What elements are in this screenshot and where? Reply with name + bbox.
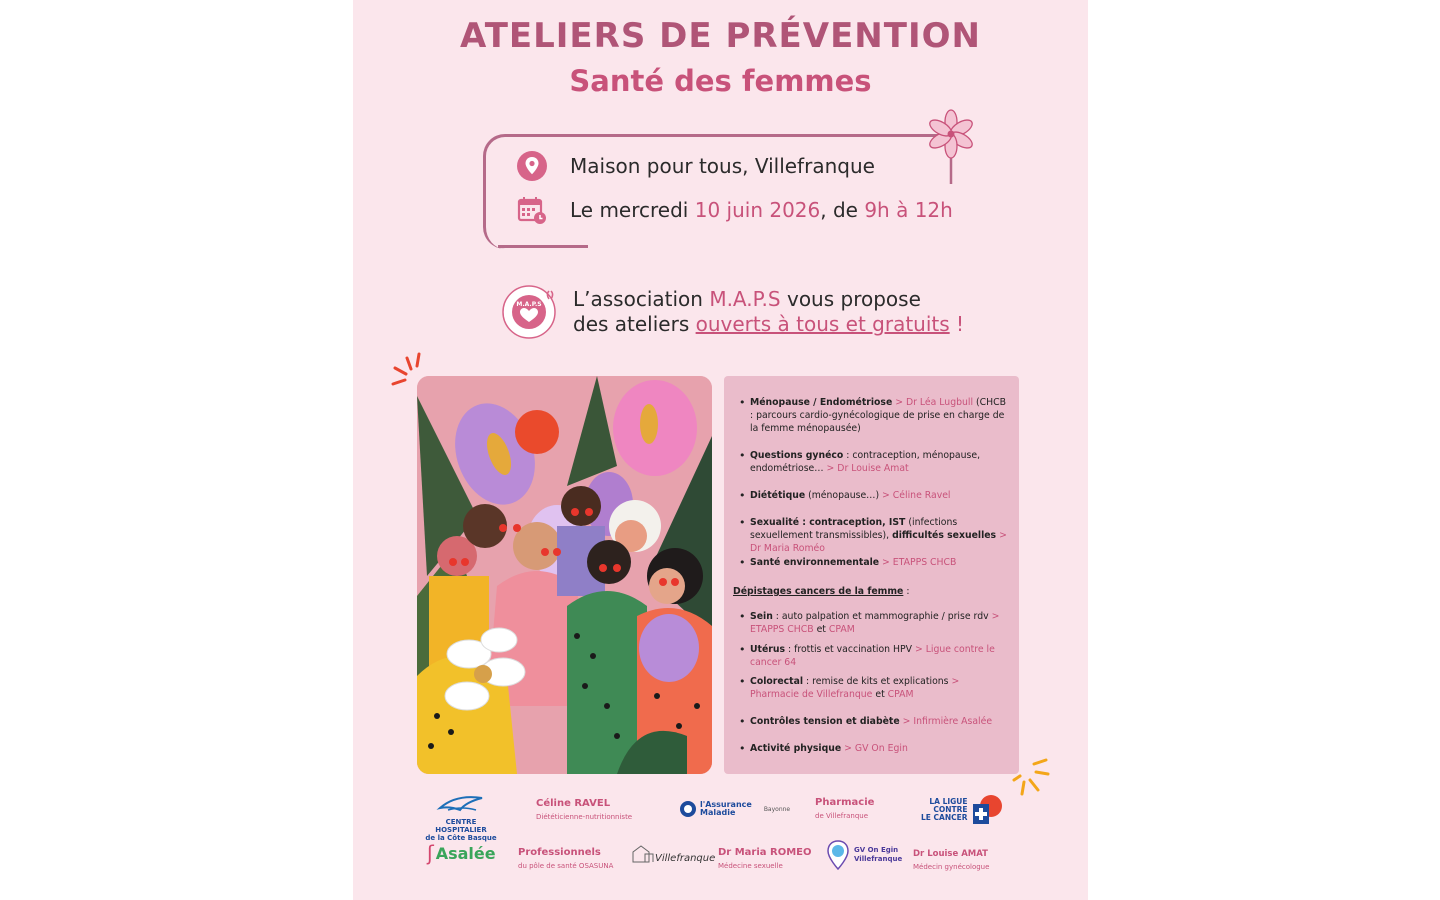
women-illustration xyxy=(417,376,712,774)
page-title: ATELIERS DE PRÉVENTION xyxy=(460,16,981,56)
screening-speaker: ETAPPS CHCB xyxy=(750,624,814,635)
workshop-topic: Ménopause / Endométriose xyxy=(750,397,893,408)
screening-detail: : auto palpation et mammographie / prise rdv xyxy=(772,611,992,622)
ravel-name: Céline RAVEL xyxy=(536,798,611,809)
date-row xyxy=(516,194,953,226)
logo-chcb xyxy=(421,792,501,842)
workshop-speaker: Dr Léa Lugbull xyxy=(905,397,974,408)
arrow-text: > xyxy=(879,557,893,568)
amat-role: Médecin gynécologue xyxy=(913,863,990,871)
chcb-line2: de la Côte Basque xyxy=(425,834,497,842)
screening-item xyxy=(750,610,1008,636)
location-row xyxy=(516,150,875,182)
assoc-highlight: ouverts à tous et gratuits xyxy=(695,312,950,336)
workshop-speaker: Dr Maria Roméo xyxy=(750,543,825,554)
logo-asalee xyxy=(427,841,496,865)
arrow-text: > xyxy=(996,530,1007,541)
screening-suffix: : xyxy=(903,586,910,597)
villefranque-text: Villefranque xyxy=(655,853,716,864)
workshop-topic: Santé environnementale xyxy=(750,557,880,568)
workshop-speaker: ETAPPS CHCB xyxy=(892,557,957,568)
info-frame-line xyxy=(498,245,588,248)
arrow-text: > xyxy=(899,716,914,727)
cpam-line1: l'Assurance xyxy=(700,800,752,809)
association-intro xyxy=(501,284,964,340)
screening-speaker: Pharmacie de Villefranque xyxy=(750,689,873,700)
arrow-text: > xyxy=(879,490,893,501)
date-mid: , de xyxy=(820,198,865,222)
extra-item xyxy=(750,715,1008,728)
workshop-item xyxy=(750,489,1008,502)
pro-line2: du pôle de santé OSASUNA xyxy=(518,862,614,870)
arrow-text: > xyxy=(914,644,926,655)
logo-amat xyxy=(913,849,989,873)
arrow-text: > xyxy=(991,611,1000,622)
gv-line2: Villefranque xyxy=(854,855,903,863)
workshops-panel xyxy=(724,376,1019,774)
screening-detail: : remise de kits et explications xyxy=(803,676,952,687)
cpam-city: Bayonne xyxy=(763,805,791,813)
workshop-topic: Questions gynéco xyxy=(750,450,844,461)
logo-gv xyxy=(827,840,902,870)
assoc-line2-prefix: des ateliers xyxy=(573,312,696,336)
calendar-icon xyxy=(516,194,548,226)
assoc-line1-suffix: vous propose xyxy=(780,287,921,311)
cpam-line2: Maladie xyxy=(700,808,736,817)
and-text: et xyxy=(872,689,888,700)
screening-item xyxy=(750,675,1008,701)
screening-speaker: Ligue contre le cancer 64 xyxy=(750,644,995,668)
arrow-text: > xyxy=(892,397,906,408)
screening-topic: Sein xyxy=(750,611,773,622)
ligue-line1: LA LIGUE xyxy=(929,797,968,806)
workshop-speaker: Dr Louise Amat xyxy=(837,463,909,474)
workshop-detail: (ménopause…) xyxy=(805,490,880,501)
workshop-item xyxy=(750,449,1008,475)
location-text: Maison pour tous, Villefranque xyxy=(570,154,875,178)
asalee-text: Asalée xyxy=(435,844,496,863)
amat-name: Dr Louise AMAT xyxy=(913,849,988,859)
village-icon xyxy=(631,844,655,864)
flower-icon xyxy=(913,106,977,186)
dove-icon xyxy=(436,792,486,814)
and-text: et xyxy=(813,624,829,635)
logo-ravel xyxy=(536,798,632,823)
gv-pin-icon xyxy=(827,840,849,870)
pharma-line2: de Villefranque xyxy=(815,812,869,820)
event-time: 9h à 12h xyxy=(864,198,953,222)
extra-topic: Contrôles tension et diabète xyxy=(750,716,900,727)
arrow-text: > xyxy=(951,676,960,687)
date-prefix: Le mercredi xyxy=(570,198,695,222)
event-date: 10 juin 2026 xyxy=(694,198,821,222)
assoc-line1-prefix: L’association xyxy=(573,287,710,311)
screening-title: Dépistages cancers de la femme xyxy=(733,586,904,597)
workshop-item xyxy=(750,556,1008,569)
workshop-topic-2: difficultés sexuelles xyxy=(892,530,997,541)
ravel-role: Diététicienne-nutritionniste xyxy=(536,813,633,821)
logo-cpam xyxy=(679,800,790,818)
workshop-detail: (infections sexuellement transmissibles), xyxy=(750,517,958,541)
workshop-detail: (CHCB : parcours cardio-gynécologique de prise en charge de la femme ménopausée) xyxy=(750,397,1006,434)
arrow-text: > xyxy=(823,463,838,474)
location-pin-icon xyxy=(516,150,548,182)
screening-topic: Utérus xyxy=(750,644,786,655)
page-subtitle: Santé des femmes xyxy=(569,64,872,98)
screening-topic: Colorectal xyxy=(750,676,804,687)
arrow-text: > xyxy=(841,743,855,754)
asalee-swirl-icon: ʃ xyxy=(427,841,434,865)
screening-item xyxy=(750,643,1008,669)
workshop-speaker: Céline Ravel xyxy=(892,490,951,501)
workshop-item xyxy=(750,516,1008,555)
workshop-topic: Diététique xyxy=(750,490,806,501)
gv-line1: GV On Egin xyxy=(854,846,899,854)
assoc-line2-suffix: ! xyxy=(949,312,965,336)
extra-speaker: GV On Egin xyxy=(854,743,908,754)
ligue-line2: CONTRE xyxy=(933,805,968,814)
logo-pharmacie xyxy=(815,797,874,822)
cpam-icon xyxy=(679,800,697,818)
extra-topic: Activité physique xyxy=(750,743,842,754)
poster xyxy=(353,0,1088,900)
ligue-line3: LE CANCER xyxy=(921,813,968,822)
maps-logo xyxy=(501,284,557,340)
maps-logo-text: M.A.P.S xyxy=(516,301,542,308)
logo-ligue xyxy=(921,794,1003,826)
screening-speaker-2: CPAM xyxy=(828,624,855,635)
ligue-icon xyxy=(971,794,1003,826)
extra-item xyxy=(750,742,1008,755)
pro-line1: Professionnels xyxy=(518,847,601,858)
logo-romeo xyxy=(718,847,812,872)
workshop-item xyxy=(750,396,1008,435)
romeo-role: Médecine sexuelle xyxy=(718,862,783,870)
workshop-topic: Sexualité : contraception, IST xyxy=(750,517,906,528)
screening-heading xyxy=(733,586,909,597)
logo-villefranque xyxy=(631,844,715,864)
screening-detail: : frottis et vaccination HPV xyxy=(785,644,915,655)
romeo-name: Dr Maria ROMEO xyxy=(718,847,812,858)
pharma-line1: Pharmacie xyxy=(815,797,875,808)
workshop-detail: : contraception, ménopause, endométriose… xyxy=(750,450,981,474)
logo-osasuna xyxy=(518,847,613,872)
extra-speaker: Infirmière Asalée xyxy=(913,716,993,727)
assoc-name: M.A.P.S xyxy=(709,287,781,311)
screening-speaker-2: CPAM xyxy=(887,689,914,700)
date-text xyxy=(570,198,953,222)
chcb-line1: CENTRE HOSPITALIER xyxy=(435,818,487,834)
association-text xyxy=(573,287,964,337)
